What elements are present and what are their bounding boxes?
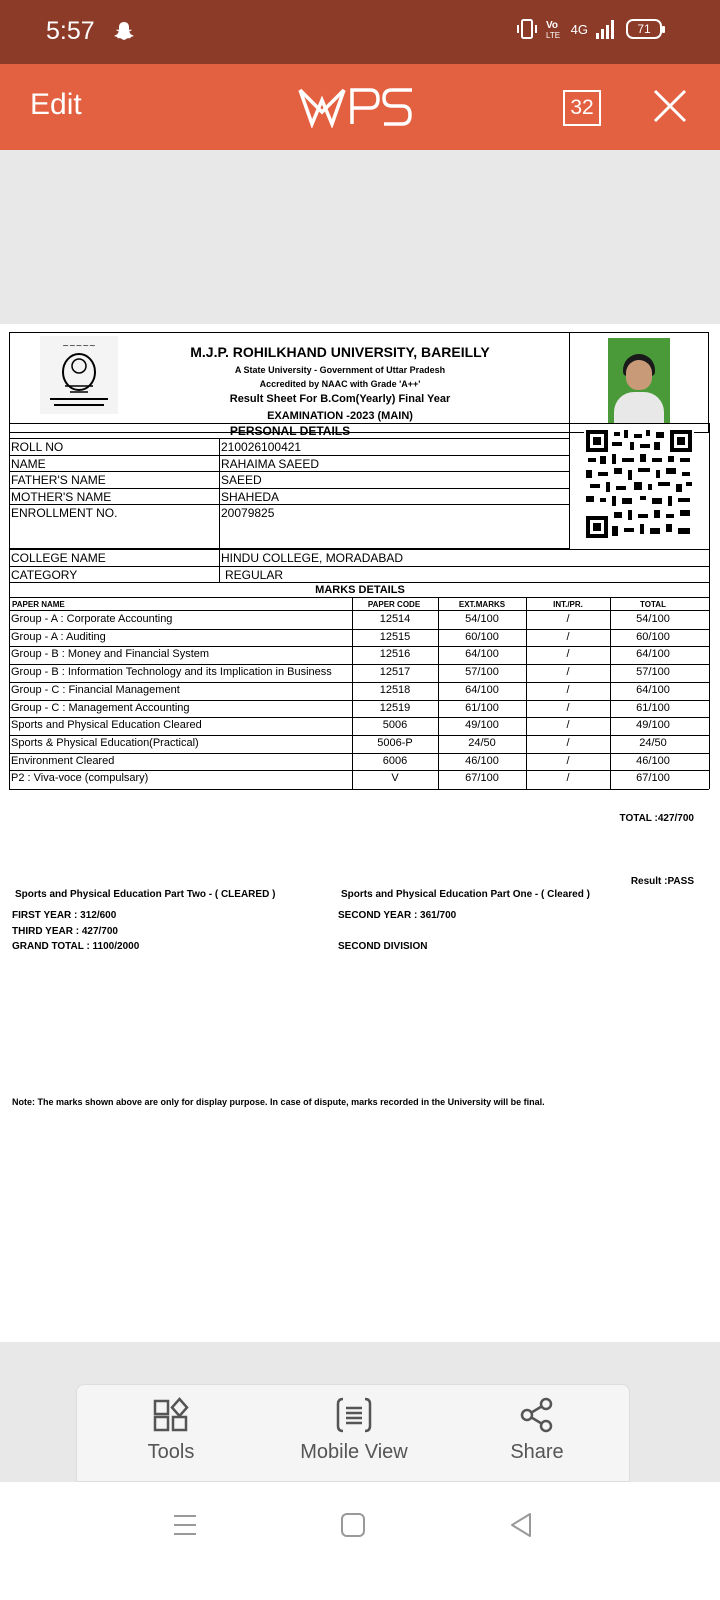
marks-cell-paper: Group - B : Money and Financial System (11, 648, 210, 661)
divider (9, 735, 709, 736)
divider (569, 332, 570, 433)
column-header-int: INT./PR. (553, 600, 583, 609)
marks-cell-int: / (566, 754, 570, 767)
page-count-button[interactable]: 32 (563, 90, 601, 126)
marks-cell-total: 24/50 (639, 736, 667, 749)
grand-total: GRAND TOTAL : 1100/2000 (12, 941, 140, 952)
disclaimer-note: Note: The marks shown above are only for display purpose. In case of dispute, marks recorded in the University will be final. (12, 1097, 545, 1107)
table-row: FATHER'S NAME SAEED (9, 472, 569, 489)
divider (9, 597, 709, 598)
total-marks: TOTAL :427/700 (619, 813, 694, 824)
category-value: REGULAR (225, 568, 284, 582)
marks-cell-paper: Group - A : Corporate Accounting (11, 613, 173, 625)
document-page (0, 324, 720, 1342)
marks-cell-total: 67/100 (636, 772, 670, 785)
second-year-marks: SECOND YEAR : 361/700 (338, 910, 457, 921)
marks-cell-code: 5006 (382, 719, 408, 732)
marks-cell-code: 12519 (379, 701, 411, 714)
divider (9, 717, 709, 718)
qr-code-icon (584, 428, 694, 540)
back-icon[interactable] (508, 1512, 534, 1538)
examination-title: EXAMINATION -2023 (MAIN) (267, 410, 413, 422)
status-time: 5:57 (46, 17, 95, 45)
marks-cell-ext: 24/50 (468, 736, 496, 749)
tools-button[interactable]: Tools (101, 1395, 241, 1464)
column-header-paper: PAPER NAME (12, 600, 65, 609)
marks-cell-paper: Sports & Physical Education(Practical) (11, 736, 199, 749)
marks-cell-paper: Group - B : Information Technology and its Implication in Business (11, 666, 332, 679)
divider (9, 566, 709, 567)
mobile-view-button[interactable]: Mobile View (284, 1395, 424, 1464)
marks-cell-paper: Environment Cleared (11, 754, 115, 767)
marks-cell-code: 6006 (382, 754, 408, 767)
first-year-marks: FIRST YEAR : 312/600 (12, 910, 117, 921)
marks-cell-code: 12515 (379, 630, 411, 643)
personal-details-title: PERSONAL DETAILS (229, 424, 351, 438)
table-row: NAME RAHAIMA SAEED (9, 456, 569, 473)
tools-icon (151, 1395, 191, 1435)
marks-cell-code: 12517 (379, 666, 411, 679)
marks-cell-paper: Group - C : Financial Management (11, 683, 180, 696)
marks-cell-total: 64/100 (636, 683, 670, 696)
marks-cell-ext: 46/100 (465, 754, 499, 767)
signal-icon (596, 19, 618, 39)
mobile-view-icon (334, 1395, 374, 1435)
marks-cell-paper: Group - C : Management Accounting (11, 701, 190, 714)
marks-cell-ext: 67/100 (465, 772, 499, 785)
result-sheet-title: Result Sheet For B.Com(Yearly) Final Year (229, 393, 451, 405)
marks-cell-ext: 57/100 (465, 666, 499, 679)
share-button[interactable]: Share (467, 1395, 607, 1464)
marks-cell-int: / (566, 648, 570, 661)
marks-cell-total: 49/100 (636, 719, 670, 732)
system-nav-bar (0, 1482, 720, 1600)
table-border (709, 423, 710, 789)
marks-cell-int: / (566, 630, 570, 643)
share-icon (517, 1395, 557, 1435)
marks-cell-total: 64/100 (636, 648, 670, 661)
divider (219, 566, 220, 582)
university-title: M.J.P. ROHILKHAND UNIVERSITY, BAREILLY (190, 344, 490, 360)
wps-logo-icon (298, 86, 418, 128)
column-header-total: TOTAL (640, 600, 666, 609)
volte-icon (545, 18, 563, 40)
close-icon[interactable] (652, 88, 688, 124)
marks-cell-code: 5006-P (377, 736, 413, 749)
table-row: MOTHER'S NAME SHAHEDA (9, 489, 569, 506)
marks-cell-code: 12518 (379, 683, 411, 696)
home-icon[interactable] (340, 1512, 366, 1538)
edit-button[interactable]: Edit (30, 88, 82, 121)
divider (569, 423, 570, 549)
marks-cell-int: / (566, 613, 570, 625)
vibrate-icon (517, 18, 537, 40)
personal-details-table (9, 439, 569, 549)
svg-text:~~~~~: ~~~~~ (62, 341, 96, 350)
third-year-marks: THIRD YEAR : 427/700 (12, 926, 118, 937)
marks-cell-int: / (566, 772, 570, 785)
marks-details-title: MARKS DETAILS (315, 584, 405, 596)
sports-part-two: Sports and Physical Education Part Two - ( CLEARED ) (15, 889, 276, 900)
marks-cell-int: / (566, 701, 570, 714)
divider (9, 770, 709, 771)
marks-cell-int: / (566, 719, 570, 732)
marks-cell-ext: 64/100 (465, 648, 499, 661)
university-subtitle: A State University - Government of Uttar Pradesh (234, 365, 446, 375)
marks-cell-code: 12516 (379, 648, 411, 661)
divider (9, 629, 709, 630)
snapchat-icon (112, 20, 136, 44)
marks-cell-ext: 49/100 (465, 719, 499, 732)
status-bar (0, 0, 720, 64)
column-header-code: PAPER CODE (367, 600, 421, 609)
marks-cell-paper: P2 : Viva-voce (compulsary) (11, 772, 149, 785)
marks-cell-ext: 64/100 (465, 683, 499, 696)
division: SECOND DIVISION (338, 941, 428, 952)
divider (9, 664, 709, 665)
marks-cell-int: / (566, 666, 570, 679)
result-status: Result :PASS (630, 876, 694, 887)
marks-cell-total: 57/100 (636, 666, 670, 679)
marks-cell-code: V (391, 772, 399, 785)
marks-cell-ext: 54/100 (465, 613, 499, 625)
marks-cell-paper: Group - A : Auditing (11, 630, 106, 643)
marks-cell-total: 54/100 (636, 613, 670, 625)
marks-cell-paper: Sports and Physical Education Cleared (11, 719, 202, 732)
divider (9, 789, 709, 790)
marks-cell-ext: 60/100 (465, 630, 499, 643)
marks-cell-ext: 61/100 (465, 701, 499, 714)
table-row: ENROLLMENT NO. 20079825 (9, 505, 569, 549)
divider (9, 682, 709, 683)
divider (9, 646, 709, 647)
bottom-action-panel (76, 1384, 630, 1482)
marks-cell-total: 61/100 (636, 701, 670, 714)
column-header-ext: EXT.MARKS (458, 600, 506, 609)
status-icons (517, 18, 662, 40)
university-logo-icon (40, 336, 118, 414)
divider (9, 582, 709, 583)
recent-apps-icon[interactable] (172, 1512, 198, 1538)
marks-cell-int: / (566, 683, 570, 696)
divider (9, 610, 709, 611)
college-value: HINDU COLLEGE, MORADABAD (221, 551, 404, 565)
student-photo (608, 338, 670, 424)
sports-part-one: Sports and Physical Education Part One - ( Cleared ) (341, 889, 590, 900)
divider (9, 753, 709, 754)
network-type: 4G (570, 21, 588, 37)
category-label: CATEGORY (11, 568, 78, 582)
battery-icon: 71 (626, 19, 662, 39)
college-label: COLLEGE NAME (11, 551, 106, 565)
svg-text:LTE: LTE (545, 31, 560, 40)
marks-cell-int: / (566, 736, 570, 749)
divider (9, 700, 709, 701)
marks-cell-total: 60/100 (636, 630, 670, 643)
app-toolbar (0, 64, 720, 150)
table-row: ROLL NO 210026100421 (9, 439, 569, 456)
marks-cell-code: 12514 (379, 613, 411, 625)
divider (9, 549, 709, 550)
accreditation-text: Accredited by NAAC with Grade 'A++' (259, 379, 421, 389)
marks-cell-total: 46/100 (636, 754, 670, 767)
svg-text:Vo: Vo (545, 20, 558, 31)
